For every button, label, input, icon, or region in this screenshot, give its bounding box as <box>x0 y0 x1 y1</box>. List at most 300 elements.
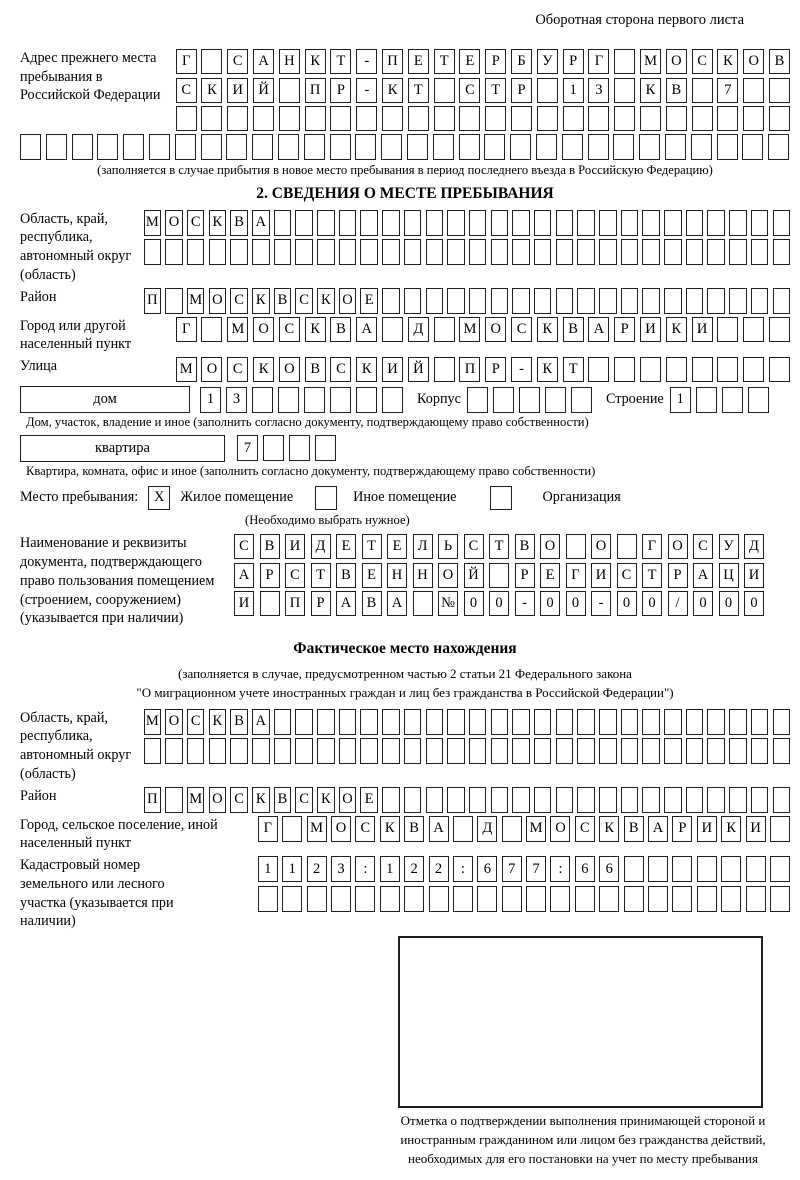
char-cell[interactable] <box>279 78 300 103</box>
char-cell[interactable]: У <box>537 49 558 74</box>
char-cell[interactable] <box>330 106 351 131</box>
char-cell[interactable]: К <box>317 787 335 813</box>
char-cell[interactable] <box>175 134 196 160</box>
char-cell[interactable]: В <box>274 787 292 813</box>
char-cell[interactable]: № <box>438 591 458 616</box>
char-cell[interactable]: : <box>355 856 375 882</box>
char-cell[interactable] <box>315 435 336 461</box>
char-cell[interactable] <box>599 787 617 813</box>
char-cell[interactable]: П <box>382 49 403 74</box>
char-cell[interactable] <box>717 134 738 160</box>
char-cell[interactable]: С <box>234 534 254 559</box>
char-cell[interactable] <box>282 816 302 842</box>
char-cell[interactable]: С <box>575 816 595 842</box>
char-cell[interactable]: К <box>717 49 738 74</box>
char-cell[interactable]: - <box>511 357 532 382</box>
char-cell[interactable] <box>355 886 375 912</box>
checkbox-inoe[interactable] <box>315 486 337 510</box>
char-cell[interactable]: О <box>666 49 687 74</box>
char-cell[interactable]: И <box>382 357 403 382</box>
char-cell[interactable]: О <box>550 816 570 842</box>
char-cell[interactable]: А <box>387 591 407 616</box>
char-cell[interactable]: 0 <box>719 591 739 616</box>
char-cell[interactable] <box>469 709 487 735</box>
char-cell[interactable]: Р <box>672 816 692 842</box>
char-cell[interactable]: Р <box>311 591 331 616</box>
char-cell[interactable] <box>746 856 766 882</box>
char-cell[interactable] <box>429 886 449 912</box>
char-cell[interactable]: С <box>227 49 248 74</box>
char-cell[interactable] <box>339 738 357 764</box>
char-cell[interactable] <box>672 856 692 882</box>
char-cell[interactable]: С <box>230 787 248 813</box>
char-cell[interactable] <box>382 317 403 342</box>
char-cell[interactable]: С <box>511 317 532 342</box>
char-cell[interactable] <box>165 787 183 813</box>
char-cell[interactable]: П <box>144 787 162 813</box>
char-cell[interactable]: В <box>305 357 326 382</box>
char-cell[interactable]: 0 <box>489 591 509 616</box>
char-cell[interactable] <box>459 134 480 160</box>
char-cell[interactable]: И <box>285 534 305 559</box>
char-cell[interactable] <box>588 106 609 131</box>
char-cell[interactable] <box>773 709 791 735</box>
char-cell[interactable] <box>729 709 747 735</box>
char-cell[interactable] <box>769 78 790 103</box>
char-cell[interactable] <box>624 886 644 912</box>
char-cell[interactable]: 0 <box>617 591 637 616</box>
char-cell[interactable] <box>317 738 335 764</box>
char-cell[interactable] <box>642 239 660 265</box>
char-cell[interactable]: 0 <box>744 591 764 616</box>
char-cell[interactable] <box>526 886 546 912</box>
char-cell[interactable]: К <box>537 317 558 342</box>
char-cell[interactable] <box>614 106 635 131</box>
char-cell[interactable]: К <box>201 78 222 103</box>
char-cell[interactable]: Д <box>408 317 429 342</box>
char-cell[interactable] <box>550 886 570 912</box>
char-cell[interactable] <box>426 709 444 735</box>
char-cell[interactable]: М <box>526 816 546 842</box>
char-cell[interactable] <box>434 357 455 382</box>
char-cell[interactable]: К <box>305 49 326 74</box>
char-cell[interactable]: Е <box>387 534 407 559</box>
char-cell[interactable]: С <box>459 78 480 103</box>
char-cell[interactable] <box>686 210 704 236</box>
char-cell[interactable] <box>380 886 400 912</box>
char-cell[interactable] <box>502 816 522 842</box>
char-cell[interactable] <box>404 239 422 265</box>
char-cell[interactable] <box>686 787 704 813</box>
char-cell[interactable]: О <box>540 534 560 559</box>
char-cell[interactable] <box>642 709 660 735</box>
char-cell[interactable] <box>742 134 763 160</box>
char-cell[interactable]: К <box>209 210 227 236</box>
char-cell[interactable]: С <box>693 534 713 559</box>
char-cell[interactable] <box>729 210 747 236</box>
char-cell[interactable] <box>477 886 497 912</box>
char-cell[interactable] <box>382 709 400 735</box>
char-cell[interactable] <box>534 787 552 813</box>
char-cell[interactable]: Й <box>464 563 484 588</box>
char-cell[interactable] <box>614 357 635 382</box>
char-cell[interactable] <box>729 239 747 265</box>
char-cell[interactable] <box>617 534 637 559</box>
char-cell[interactable]: В <box>515 534 535 559</box>
char-cell[interactable]: М <box>187 787 205 813</box>
char-cell[interactable]: С <box>187 709 205 735</box>
char-cell[interactable] <box>165 738 183 764</box>
char-cell[interactable]: 6 <box>477 856 497 882</box>
char-cell[interactable] <box>556 288 574 314</box>
char-cell[interactable] <box>577 787 595 813</box>
char-cell[interactable] <box>433 134 454 160</box>
char-cell[interactable]: 3 <box>226 387 247 413</box>
char-cell[interactable] <box>201 317 222 342</box>
char-cell[interactable]: И <box>746 816 766 842</box>
char-cell[interactable] <box>512 210 530 236</box>
char-cell[interactable]: Т <box>330 49 351 74</box>
char-cell[interactable] <box>274 738 292 764</box>
char-cell[interactable] <box>599 738 617 764</box>
char-cell[interactable] <box>707 709 725 735</box>
char-cell[interactable] <box>434 106 455 131</box>
char-cell[interactable] <box>599 709 617 735</box>
char-cell[interactable]: В <box>260 534 280 559</box>
char-cell[interactable] <box>330 134 351 160</box>
char-cell[interactable] <box>252 239 270 265</box>
char-cell[interactable]: : <box>550 856 570 882</box>
char-cell[interactable] <box>447 787 465 813</box>
char-cell[interactable]: : <box>453 856 473 882</box>
char-cell[interactable]: Е <box>360 787 378 813</box>
char-cell[interactable]: О <box>209 787 227 813</box>
char-cell[interactable]: О <box>339 288 357 314</box>
char-cell[interactable] <box>305 106 326 131</box>
char-cell[interactable]: 1 <box>200 387 221 413</box>
char-cell[interactable] <box>599 288 617 314</box>
char-cell[interactable]: О <box>591 534 611 559</box>
char-cell[interactable]: 7 <box>717 78 738 103</box>
char-cell[interactable]: 1 <box>258 856 278 882</box>
char-cell[interactable] <box>407 134 428 160</box>
char-cell[interactable] <box>489 563 509 588</box>
char-cell[interactable] <box>510 134 531 160</box>
checkbox-organizaciya[interactable] <box>490 486 512 510</box>
house-type-box[interactable]: дом <box>20 386 190 413</box>
char-cell[interactable] <box>621 288 639 314</box>
char-cell[interactable] <box>707 239 725 265</box>
char-cell[interactable] <box>577 709 595 735</box>
char-cell[interactable]: Й <box>408 357 429 382</box>
char-cell[interactable] <box>691 134 712 160</box>
char-cell[interactable] <box>768 134 789 160</box>
char-cell[interactable] <box>447 738 465 764</box>
char-cell[interactable]: 7 <box>502 856 522 882</box>
char-cell[interactable]: О <box>331 816 351 842</box>
char-cell[interactable]: С <box>617 563 637 588</box>
char-cell[interactable]: Е <box>360 288 378 314</box>
char-cell[interactable] <box>664 709 682 735</box>
char-cell[interactable]: К <box>382 78 403 103</box>
char-cell[interactable] <box>447 210 465 236</box>
char-cell[interactable] <box>624 856 644 882</box>
char-cell[interactable]: С <box>279 317 300 342</box>
char-cell[interactable] <box>382 288 400 314</box>
char-cell[interactable] <box>588 134 609 160</box>
char-cell[interactable] <box>274 210 292 236</box>
char-cell[interactable]: К <box>252 288 270 314</box>
char-cell[interactable] <box>696 387 717 413</box>
char-cell[interactable] <box>577 210 595 236</box>
char-cell[interactable] <box>165 288 183 314</box>
char-cell[interactable] <box>209 239 227 265</box>
char-cell[interactable]: О <box>279 357 300 382</box>
char-cell[interactable] <box>571 387 592 413</box>
char-cell[interactable]: 1 <box>380 856 400 882</box>
char-cell[interactable] <box>751 738 769 764</box>
char-cell[interactable] <box>176 106 197 131</box>
char-cell[interactable]: А <box>429 816 449 842</box>
char-cell[interactable] <box>360 738 378 764</box>
char-cell[interactable] <box>743 78 764 103</box>
char-cell[interactable] <box>773 239 791 265</box>
char-cell[interactable] <box>356 387 377 413</box>
char-cell[interactable] <box>404 709 422 735</box>
char-cell[interactable]: А <box>588 317 609 342</box>
char-cell[interactable]: С <box>295 787 313 813</box>
char-cell[interactable] <box>537 106 558 131</box>
char-cell[interactable]: В <box>230 709 248 735</box>
char-cell[interactable] <box>263 435 284 461</box>
char-cell[interactable] <box>729 288 747 314</box>
char-cell[interactable] <box>614 49 635 74</box>
char-cell[interactable] <box>697 856 717 882</box>
char-cell[interactable]: - <box>356 49 377 74</box>
char-cell[interactable] <box>599 239 617 265</box>
char-cell[interactable] <box>751 709 769 735</box>
char-cell[interactable] <box>556 787 574 813</box>
char-cell[interactable] <box>512 738 530 764</box>
char-cell[interactable] <box>493 387 514 413</box>
char-cell[interactable]: К <box>640 78 661 103</box>
char-cell[interactable]: А <box>234 563 254 588</box>
char-cell[interactable]: 6 <box>575 856 595 882</box>
char-cell[interactable]: Г <box>258 816 278 842</box>
char-cell[interactable] <box>639 134 660 160</box>
char-cell[interactable] <box>426 239 444 265</box>
char-cell[interactable] <box>382 106 403 131</box>
char-cell[interactable] <box>577 288 595 314</box>
char-cell[interactable] <box>534 709 552 735</box>
char-cell[interactable]: С <box>285 563 305 588</box>
char-cell[interactable]: К <box>209 709 227 735</box>
char-cell[interactable]: 3 <box>588 78 609 103</box>
char-cell[interactable] <box>621 239 639 265</box>
char-cell[interactable]: Е <box>336 534 356 559</box>
char-cell[interactable] <box>536 134 557 160</box>
char-cell[interactable]: К <box>305 317 326 342</box>
char-cell[interactable]: Т <box>489 534 509 559</box>
char-cell[interactable] <box>512 709 530 735</box>
char-cell[interactable]: С <box>227 357 248 382</box>
char-cell[interactable] <box>562 134 583 160</box>
char-cell[interactable] <box>666 357 687 382</box>
char-cell[interactable] <box>317 239 335 265</box>
char-cell[interactable] <box>201 134 222 160</box>
char-cell[interactable]: Е <box>540 563 560 588</box>
char-cell[interactable] <box>426 288 444 314</box>
char-cell[interactable]: - <box>356 78 377 103</box>
char-cell[interactable]: М <box>144 210 162 236</box>
char-cell[interactable]: / <box>668 591 688 616</box>
char-cell[interactable] <box>144 738 162 764</box>
char-cell[interactable] <box>751 288 769 314</box>
char-cell[interactable] <box>339 210 357 236</box>
char-cell[interactable] <box>339 709 357 735</box>
char-cell[interactable] <box>773 787 791 813</box>
char-cell[interactable]: В <box>563 317 584 342</box>
char-cell[interactable]: Д <box>744 534 764 559</box>
char-cell[interactable] <box>686 709 704 735</box>
char-cell[interactable]: С <box>330 357 351 382</box>
char-cell[interactable]: В <box>404 816 424 842</box>
char-cell[interactable]: Г <box>176 317 197 342</box>
char-cell[interactable]: Г <box>176 49 197 74</box>
char-cell[interactable] <box>304 387 325 413</box>
char-cell[interactable]: К <box>380 816 400 842</box>
char-cell[interactable]: К <box>252 787 270 813</box>
char-cell[interactable]: М <box>307 816 327 842</box>
char-cell[interactable] <box>404 787 422 813</box>
char-cell[interactable]: 3 <box>331 856 351 882</box>
char-cell[interactable]: Т <box>408 78 429 103</box>
char-cell[interactable] <box>295 210 313 236</box>
char-cell[interactable]: Р <box>260 563 280 588</box>
char-cell[interactable] <box>491 787 509 813</box>
char-cell[interactable]: И <box>744 563 764 588</box>
char-cell[interactable] <box>304 134 325 160</box>
char-cell[interactable]: О <box>339 787 357 813</box>
char-cell[interactable] <box>664 288 682 314</box>
char-cell[interactable] <box>534 738 552 764</box>
char-cell[interactable]: М <box>640 49 661 74</box>
char-cell[interactable] <box>355 134 376 160</box>
char-cell[interactable] <box>274 239 292 265</box>
char-cell[interactable] <box>743 357 764 382</box>
char-cell[interactable] <box>491 288 509 314</box>
char-cell[interactable]: С <box>295 288 313 314</box>
char-cell[interactable] <box>317 210 335 236</box>
char-cell[interactable]: К <box>356 357 377 382</box>
char-cell[interactable] <box>614 78 635 103</box>
char-cell[interactable]: А <box>648 816 668 842</box>
char-cell[interactable] <box>360 239 378 265</box>
char-cell[interactable] <box>209 738 227 764</box>
char-cell[interactable]: 0 <box>464 591 484 616</box>
char-cell[interactable]: Д <box>311 534 331 559</box>
char-cell[interactable]: И <box>227 78 248 103</box>
char-cell[interactable] <box>144 239 162 265</box>
char-cell[interactable]: 1 <box>670 387 691 413</box>
char-cell[interactable] <box>295 709 313 735</box>
char-cell[interactable] <box>707 288 725 314</box>
char-cell[interactable] <box>260 591 280 616</box>
char-cell[interactable] <box>123 134 144 160</box>
char-cell[interactable] <box>413 591 433 616</box>
char-cell[interactable] <box>599 886 619 912</box>
char-cell[interactable] <box>743 106 764 131</box>
char-cell[interactable]: П <box>459 357 480 382</box>
char-cell[interactable]: Р <box>614 317 635 342</box>
char-cell[interactable]: С <box>230 288 248 314</box>
char-cell[interactable]: 0 <box>642 591 662 616</box>
char-cell[interactable]: Й <box>253 78 274 103</box>
char-cell[interactable] <box>339 239 357 265</box>
char-cell[interactable] <box>434 317 455 342</box>
char-cell[interactable]: 1 <box>563 78 584 103</box>
char-cell[interactable] <box>648 886 668 912</box>
char-cell[interactable]: С <box>692 49 713 74</box>
char-cell[interactable] <box>187 738 205 764</box>
char-cell[interactable] <box>519 387 540 413</box>
char-cell[interactable] <box>717 357 738 382</box>
char-cell[interactable] <box>773 288 791 314</box>
char-cell[interactable]: Л <box>413 534 433 559</box>
char-cell[interactable] <box>621 210 639 236</box>
char-cell[interactable] <box>707 738 725 764</box>
char-cell[interactable] <box>664 210 682 236</box>
char-cell[interactable] <box>664 738 682 764</box>
char-cell[interactable] <box>20 134 41 160</box>
char-cell[interactable] <box>692 78 713 103</box>
char-cell[interactable] <box>773 210 791 236</box>
char-cell[interactable]: М <box>459 317 480 342</box>
char-cell[interactable]: 6 <box>599 856 619 882</box>
char-cell[interactable] <box>447 709 465 735</box>
char-cell[interactable] <box>686 738 704 764</box>
char-cell[interactable] <box>491 210 509 236</box>
char-cell[interactable] <box>331 886 351 912</box>
char-cell[interactable]: М <box>176 357 197 382</box>
char-cell[interactable] <box>642 210 660 236</box>
char-cell[interactable]: А <box>252 709 270 735</box>
char-cell[interactable] <box>382 738 400 764</box>
char-cell[interactable] <box>692 106 713 131</box>
char-cell[interactable]: 7 <box>237 435 258 461</box>
char-cell[interactable] <box>447 288 465 314</box>
char-cell[interactable] <box>770 856 790 882</box>
char-cell[interactable] <box>149 134 170 160</box>
char-cell[interactable] <box>434 78 455 103</box>
char-cell[interactable]: Н <box>413 563 433 588</box>
char-cell[interactable]: А <box>336 591 356 616</box>
char-cell[interactable] <box>404 210 422 236</box>
char-cell[interactable] <box>295 738 313 764</box>
char-cell[interactable] <box>770 816 790 842</box>
char-cell[interactable]: М <box>227 317 248 342</box>
char-cell[interactable] <box>484 134 505 160</box>
char-cell[interactable]: О <box>253 317 274 342</box>
char-cell[interactable] <box>187 239 205 265</box>
char-cell[interactable]: О <box>165 210 183 236</box>
char-cell[interactable] <box>453 886 473 912</box>
char-cell[interactable] <box>697 886 717 912</box>
char-cell[interactable]: И <box>697 816 717 842</box>
char-cell[interactable]: В <box>769 49 790 74</box>
char-cell[interactable]: У <box>719 534 739 559</box>
char-cell[interactable]: О <box>209 288 227 314</box>
